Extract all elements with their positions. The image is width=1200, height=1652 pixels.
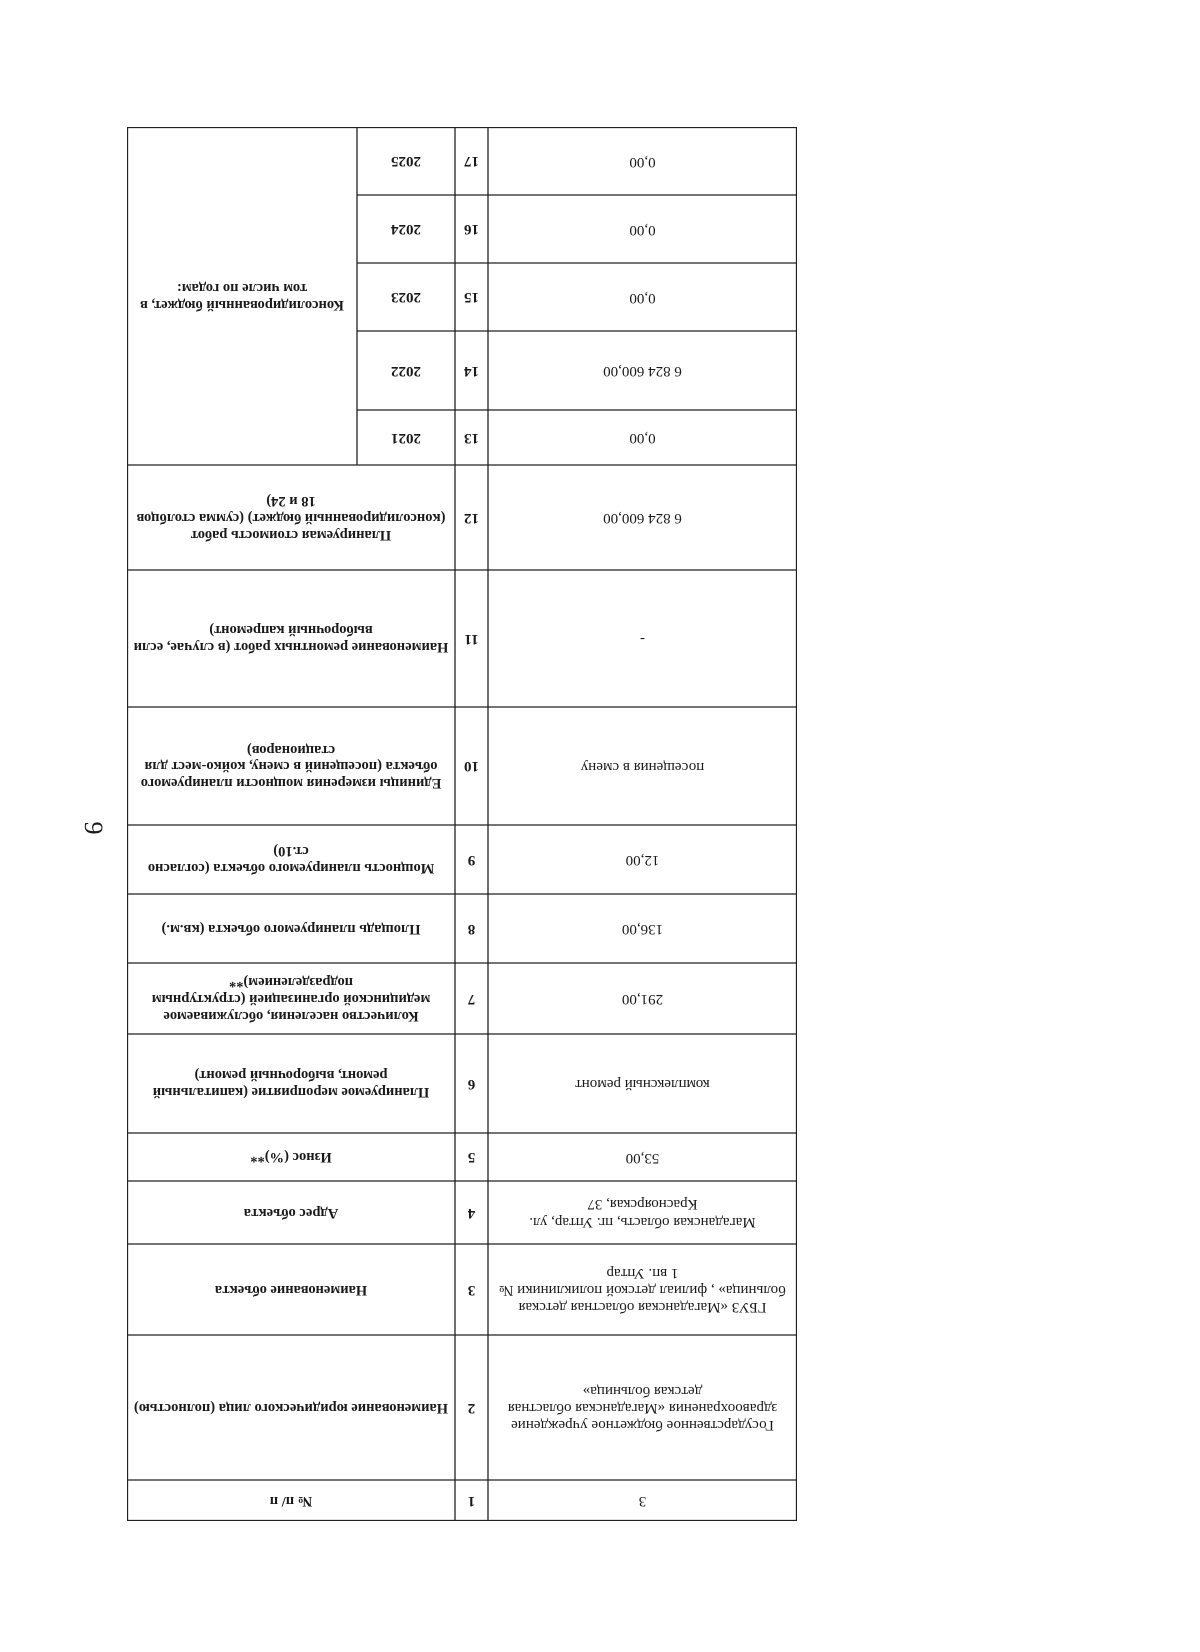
header-col-8: Площадь планируемого объекта (кв.м.) xyxy=(161,920,421,937)
header-consolidated-budget: Консолидированный бюджет, в том числе по годам: xyxy=(140,280,344,313)
column-number-17: 17 xyxy=(464,153,479,170)
header-col-6: Планируемое мероприятие (капитальный ремонт, выборочный ремонт) xyxy=(152,1067,430,1101)
column-number-7: 7 xyxy=(467,991,476,1007)
column-number-5: 5 xyxy=(467,1149,476,1166)
header-col-11: Наименование ремонтных работ (в случае, если выборочный капремонт) xyxy=(133,622,449,656)
column-number-2: 2 xyxy=(467,1400,476,1416)
cell-col-7: 291,00 xyxy=(621,991,664,1008)
header-col-12: Планируемая стоимость работ (консолидированный бюджет) (сумма столбцов 18 и 24) xyxy=(136,493,446,543)
cell-col-10: посещения в смену xyxy=(580,758,705,775)
cell-col-11: - xyxy=(640,631,645,648)
header-col-4: Адрес объекта xyxy=(243,1204,339,1221)
cell-col-3: ГБУЗ «Магаданская областная детская больница» , филиал детской поликлиники № 1 вп. Уптар xyxy=(499,1264,786,1316)
cell-col-14: 6 824 600,00 xyxy=(603,363,682,380)
cell-col-5: 53,00 xyxy=(625,1149,660,1166)
cell-col-17: 0,00 xyxy=(629,153,656,170)
header-col-10: Единицы измерения мощности планируемого объекта (посещений в смену, койко-мест для стационаров) xyxy=(140,741,442,792)
header-year-2023: 2023 xyxy=(391,289,421,306)
column-number-3: 3 xyxy=(467,1282,476,1298)
column-number-8: 8 xyxy=(467,921,476,937)
column-number-4: 4 xyxy=(467,1205,476,1221)
column-number-10: 10 xyxy=(464,758,479,775)
cell-col-15: 0,00 xyxy=(629,289,656,306)
column-number-14: 14 xyxy=(464,363,479,379)
column-number-1: 1 xyxy=(467,1493,476,1509)
cell-col-13: 0,00 xyxy=(629,430,656,447)
cell-col-4: Магаданская область, пг. Уптар, ул. Красноярская, 37 xyxy=(529,1196,756,1230)
cell-col-6: комплексный ремонт xyxy=(575,1076,710,1093)
column-number-9: 9 xyxy=(467,852,476,868)
header-year-2024: 2024 xyxy=(391,221,421,238)
header-col-2: Наименование юридического лица (полностью) xyxy=(133,1399,449,1416)
column-number-12: 12 xyxy=(464,510,479,526)
header-col-3: Наименование объекта xyxy=(214,1281,368,1298)
page-number: 9 xyxy=(79,821,108,835)
header-col-5: Износ (%)** xyxy=(250,1149,332,1166)
header-col-1: № п/ п xyxy=(269,1492,313,1509)
cell-col-16: 0,00 xyxy=(629,221,656,238)
column-number-13: 13 xyxy=(464,430,479,446)
column-number-16: 16 xyxy=(464,221,479,238)
cell-col-1: 3 xyxy=(638,1493,647,1510)
header-year-2025: 2025 xyxy=(391,153,421,170)
cell-col-8: 136,00 xyxy=(621,921,664,938)
rotated-table xyxy=(127,127,797,1521)
cell-col-12: 6 824 600,00 xyxy=(603,510,682,527)
cell-col-9: 12,00 xyxy=(625,852,660,869)
header-year-2022: 2022 xyxy=(391,363,421,379)
header-year-2021: 2021 xyxy=(391,430,421,446)
header-col-9: Мощность планируемого объекта (согласно ст.10) xyxy=(147,843,435,877)
column-number-15: 15 xyxy=(464,289,479,306)
column-number-11: 11 xyxy=(464,631,479,647)
header-col-7: Количество населения, обслуживаемое медицинской организацией (структурным подразделением)** xyxy=(151,974,431,1024)
cell-col-2: Государственное бюджетное учреждение здравоохранения «Магаданская областная детская больница» xyxy=(507,1382,778,1434)
column-number-6: 6 xyxy=(467,1076,476,1092)
